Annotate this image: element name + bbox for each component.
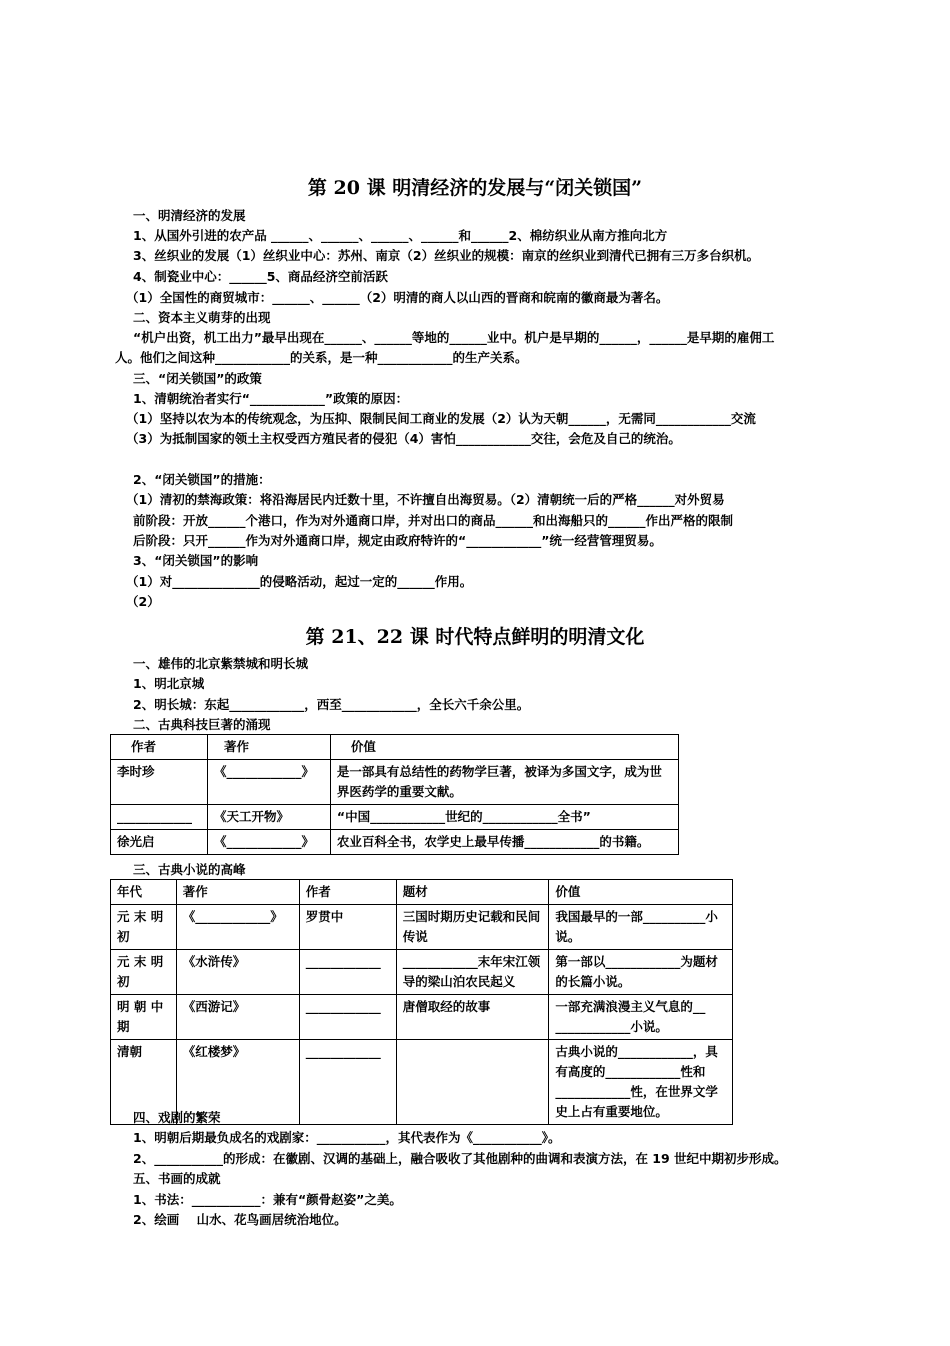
text-line: 前阶段：开放______个港口，作为对外通商口岸，并对出口的商品______和出海船只的______作出严格的限制 [133,513,734,528]
table-cell [396,1040,549,1125]
table-cell: 《红楼梦》 [176,1040,299,1125]
text-line: 2、明长城：东起____________，西至____________，全长六千余公里。 [133,697,530,712]
text-line: （1）坚持以农为本的传统观念，为压抑、限制民间工商业的发展（2）认为天朝______，无需同____________交流 [126,411,756,426]
table-cell: 罗贯中 [299,905,396,950]
header-cell: 价值 [330,735,678,760]
table-cell: 《____________》 [176,905,299,950]
table-row [111,995,733,1040]
table-cell: 明 朝 中期 [111,995,177,1040]
text-line: 1、书法：___________：兼有“颜骨赵姿”之美。 [133,1192,402,1207]
text-line: 1、明朝后期最负成名的戏剧家：___________，其代表作为《___________》。 [133,1130,561,1145]
section-heading: 五、书画的成就 [133,1171,221,1186]
header-cell: 著作 [207,735,330,760]
table-cell: 《____________》 [207,830,330,855]
text-line: 人。他们之间这种____________的关系，是一种____________的生产关系。 [115,350,528,365]
header-cell: 作者 [299,880,396,905]
text-line: 3、丝织业的发展（1）丝织业中心：苏州、南京（2）丝织业的规模：南京的丝织业到清代已拥有三万多台织机。 [133,248,760,263]
text-line: （1）对______________的侵略活动，起过一定的______作用。 [126,574,473,589]
text-line: 1、从国外引进的农产品 ______、______、______、______和______2、棉纺织业从南方推向北方 [133,228,668,243]
table-cell: 《西游记》 [176,995,299,1040]
table-cell: 《____________》 [207,760,330,805]
table-cell: 徐光启 [111,830,208,855]
section-heading: 三、古典小说的高峰 [133,862,246,877]
table-cell: ____________末年宋江领导的梁山泊农民起义 [396,950,549,995]
section-heading: 一、明清经济的发展 [133,208,246,223]
header-cell: 题材 [396,880,549,905]
novels-table [110,879,733,1125]
table-cell: 古典小说的____________，具有高度的____________性和____________性，在世界文学史上占有重要地位。 [549,1040,733,1125]
text-line: 2、绘画 山水、花鸟画居统治地位。 [133,1212,347,1227]
table-cell: 唐僧取经的故事 [396,995,549,1040]
table-row [111,830,679,855]
section-heading: 三、“闭关锁国”的政策 [133,371,262,386]
text-line: 2、___________的形成：在徽剧、汉调的基础上，融合吸收了其他剧种的曲调和表演方法，在 19 世纪中期初步形成。 [133,1151,787,1166]
table-row [111,805,679,830]
science-works-table [110,734,679,855]
table-row [111,760,679,805]
table-cell: 是一部具有总结性的药物学巨著，被译为多国文字，成为世界医药学的重要文献。 [330,760,678,805]
table-cell: ____________ [299,1040,396,1125]
table-cell: “中国____________世纪的____________全书” [330,805,678,830]
header-cell: 年代 [111,880,177,905]
table-cell: 一部充满浪漫主义气息的__ ____________小说。 [549,995,733,1040]
text-line: 1、明北京城 [133,676,205,691]
header-cell: 著作 [176,880,299,905]
table-row [111,905,733,950]
section-heading: 一、雄伟的北京紫禁城和明长城 [133,656,309,671]
section-heading: 二、资本主义萌芽的出现 [133,310,271,325]
text-line: （3）为抵制国家的领土主权受西方殖民者的侵犯（4）害怕____________交往，会危及自己的统治。 [126,431,681,446]
lesson21-title: 第 21、22 课 时代特点鲜明的明清文化 [305,626,645,648]
header-cell: 价值 [549,880,733,905]
section-heading: 四、戏剧的繁荣 [133,1110,221,1125]
lesson20-title: 第 20 课 明清经济的发展与“闭关锁国” [307,177,643,199]
table-cell: 清朝 [111,1040,177,1125]
text-line: “机户出资，机工出力”最早出现在______、______等地的______业中。机户是早期的______，______是早期的雇佣工 [133,330,775,345]
table-cell: ____________ [299,950,396,995]
table-cell: 元 末 明初 [111,950,177,995]
table-cell: 第一部以____________为题材的长篇小说。 [549,950,733,995]
table-cell: 元 末 明初 [111,905,177,950]
text-line: 后阶段：只开______作为对外通商口岸，规定由政府特许的“____________”统一经营管理贸易。 [133,533,662,548]
table-cell: ____________ [299,995,396,1040]
text-line: （2） [126,594,160,609]
section-heading: 二、古典科技巨著的涌现 [133,717,271,732]
table-cell: 《天工开物》 [207,805,330,830]
header-cell: 作者 [111,735,208,760]
text-line: 1、清朝统治者实行“____________”政策的原因： [133,391,409,406]
table-header-row [111,735,679,760]
text-line: 4、制瓷业中心：______5、商品经济空前活跃 [133,269,388,284]
text-line: 2、“闭关锁国”的措施： [133,472,271,487]
table-cell: ____________ [111,805,208,830]
text-line: （1）全国性的商贸城市：______、______（2）明清的商人以山西的晋商和皖南的徽商最为著名。 [126,290,669,305]
table-cell: 李时珍 [111,760,208,805]
table-row [111,950,733,995]
table-cell: 农业百科全书，农学史上最早传播____________的书籍。 [330,830,678,855]
table-cell: 三国时期历史记载和民间传说 [396,905,549,950]
table-header-row [111,880,733,905]
text-line: 3、“闭关锁国”的影响 [133,553,259,568]
table-cell: 《水浒传》 [176,950,299,995]
text-line: （1）清初的禁海政策：将沿海居民内迁数十里，不许擅自出海贸易。（2）清朝统一后的严格______对外贸易 [126,492,725,507]
table-cell: 我国最早的一部__________小说。 [549,905,733,950]
